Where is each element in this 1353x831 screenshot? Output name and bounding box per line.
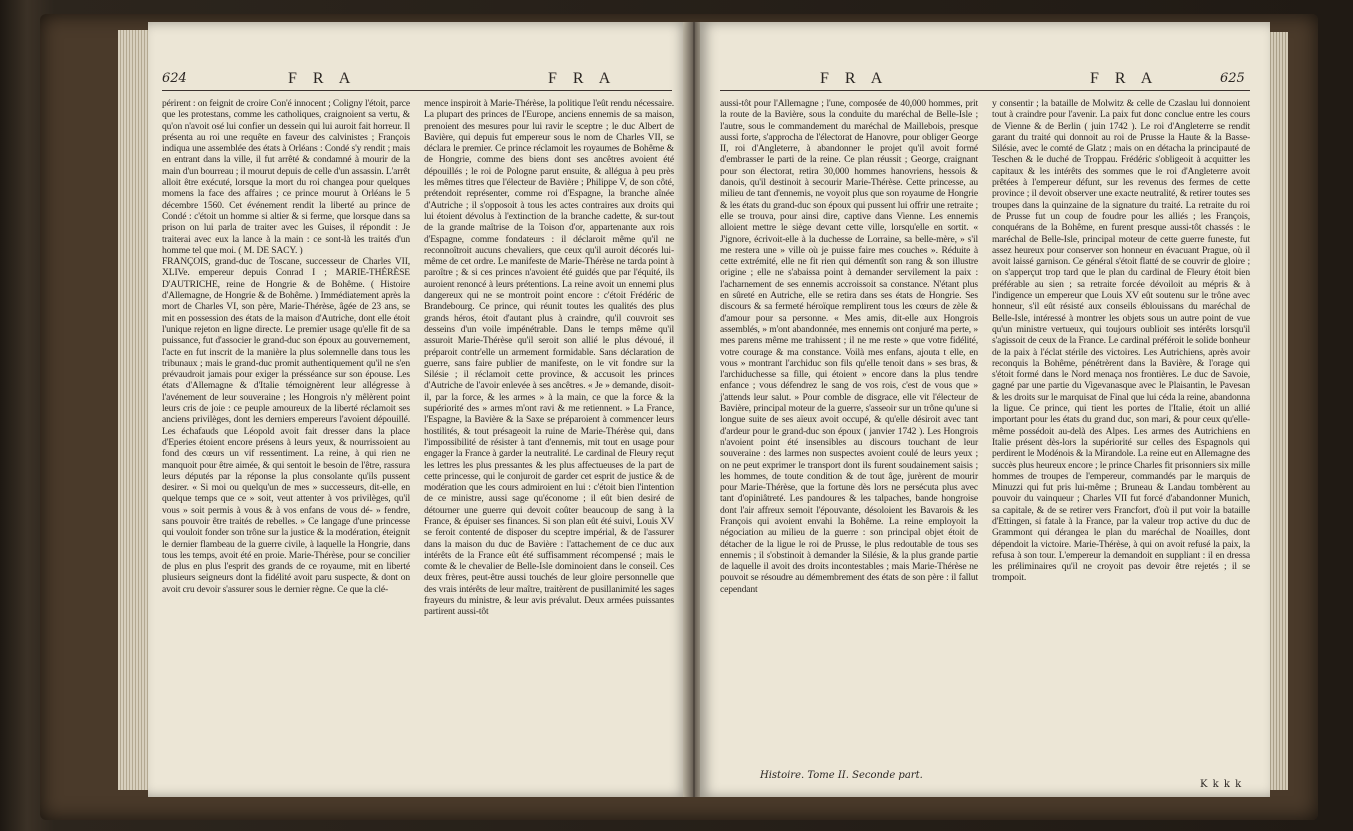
page-footer: Histoire. Tome II. Seconde part. [760, 770, 923, 781]
right-page-edges [1268, 32, 1288, 790]
left-page-column-2: mence inspiroit à Marie-Thérèse, la politique l'eût rendu nécessaire. La plupart des princes de l'Europe, anciens ennemis de sa maison, prenoient des mesures pour lui ravir le sceptre ; le duc Albert de Bavière, qui depuis fut empereur sous le nom de Charles VII, se déclara le premier. Ce prince réclamoit les royaumes de Bohême & de Hongrie, comme des biens dont ses ancêtres avoient été dépouillés ; le roi de Pologne parut ensuite, & allégua à peu près les mêmes titres que l'électeur de Bavière ; Philippe V, de son côté, prétendoit représenter, comme roi d'Espagne, la branche aînée d'Autriche ; il s'opposoit à tous les actes contraires aux droits qui lui étoient dévolus à l'extinction de la branche cadette, & sur-tout de la grande maîtrise de la Toison d'or, appartenante aux rois d'Espagne, comme fondateurs : il déclaroit même qu'il ne reconnoîtroit aucuns chevaliers, que ceux qu'il auroit décorés lui-même de cet ordre. Le manifeste de Marie-Thérèse ne tarda point à paroître ; & si ces princes n'avoient été guidés que par l'équité, ils auroient renoncé à leurs prétentions. La reine avoit un ennemi plus dangereux qui ne se montroit point encore : c'étoit Frédéric de Brandebourg. Ce prince, qui réunit toutes les qualités des plus grands héros, étoit d'autant plus à craindre, qu'il couvroit ses desseins d'un voile impénétrable. Dans le temps même qu'il assuroit Marie-Thérèse qu'il seroit son allié le plus dévoué, il préparoit contr'elle un armement formidable. Sans déclaration de guerre, sans faire publier de manifeste, on le vit fondre sur la Silésie ; il réclamoit cette province, & accusoit les princes d'Autriche de l'avoir enlevée à ses ancêtres. « Je » demande, disoit-il, par la force, & les armes » à la main, ce que la force & la supériorité des » armes m'ont ravi & me retiennent. » La France, l'Espagne, la Bavière & la Saxe se préparoient à commencer leurs hostilités, & tout présageoit la ruine de Marie-Thérèse qui, dans l'impossibilité de résister à tant d'ennemis, mit tout en usage pour engager la France à garder la neutralité. Le cardinal de Fleury reçut les lettres les plus pressantes & les plus affectueuses de la part de cette princesse, qui le conjuroit de garder cet esprit de justice & de modération que les cours admiroient en lui : c'étoit bien l'intention de ce ministre, aussi sage qu'économe ; il eût bien desiré de détourner une guerre qui devoit coûter beaucoup de sang à la France, & épuiser ses finances. Si son plan eût été suivi, Louis XV se feroit contenté de disposer du sceptre impérial, & de l'assurer dans la maison du duc de Bavière : l'attachement de ce duc aux intérêts de la France eût été suffisamment récompensé ; mais le comte & le chevalier de Belle-Isle dominoient dans le conseil. Ces deux frères, peut-être aussi touchés de leur gloire personnelle que des vrais intérêts de leur maître, traitèrent de pusillanimité les sages frayeurs du ministre, & leur avis prévalut. Deux armées puissantes partirent aussi-tôt [424, 98, 674, 618]
left-page-column-1: périrent : on feignit de croire Con'é innocent ; Coligny l'étoit, parce que les protestans, comme les catholiques, craignoient sa vertu, & qu'on n'avoit osé lui confier un dessein qui lui auroit fait horreur. Il présenta au roi une requête en faveur des calvinistes ; François indiqua une assemblée des états à Orléans : Condé s'y rendit ; mais en entrant dans la ville, il fut arrêté & condamné à mourir de la main d'un bourreau ; il mourut depuis de celle d'un assassin. L'arrêt alloit être exécuté, lorsque la mort du roi changea pour quelques momens la face des affaires ; ce prince mourut à Orléans le 5 décembre 1560. Cet événement rendit la liberté au prince de Condé : c'étoit un homme si altier & si ferme, que lorsque dans sa prison on lui parla de traiter avec les Guises, il répondit : Je traiterai avec eux la lance à la main : ce sont-là les traités d'un homme tel que moi. ( M. DE SACY. ) FRANÇOIS, grand-duc de Toscane, successeur de Charles VII, XLIVe. empereur depuis Conrad I ; MARIE-THÉRÈSE D'AUTRICHE, reine de Hongrie & de Bohême. ( Histoire d'Allemagne, de Hongrie & de Bohême. ) Immédiatement après la mort de Charles VI, son père, Marie-Thérèse, âgée de 23 ans, se mit en possession des états de la maison d'Autriche, dont elle étoit l'unique rejeton en ligne directe. Le premier usage qu'elle fit de sa puissance, fut d'associer le grand-duc son époux au gouvernement, l'acte en fut inscrit de la manière la plus solemnelle dans tous les tribunaux ; mais le grand-duc promit authentiquement qu'il ne s'en prévaudroit jamais pour exiger la présséance sur son épouse. Les états d'Allemagne & d'Italie témoignèrent leur allégresse à l'avénement de leur souveraine ; les Hongrois n'y mêlèrent point leurs cris de joie : ce peuple amoureux de la liberté réclamoit ses anciens privilèges, dont les derniers empereurs l'avoient dépouillé. Les échafauds que Léopold avoit fait dresser dans la place d'Eperies étoient encore présens à leurs yeux, & nourrissoient au fond des cœurs un vif ressentiment. La reine, à qui rien ne manquoit pour être aimée, & qui sentoit le besoin de l'être, rassura leurs députés par la réponse la plus consolante qu'ils pussent desirer. « Si moi ou quelqu'un de mes » successeurs, dit-elle, en quelque temps que ce » soit, veut attenter à vos privilèges, qu'il vous » soit permis à vous & à vos enfans de vous dé- » fendre, sans pouvoir être traités de rebelles. » Ce langage d'une princesse qui vouloit fonder son trône sur la justice & la modération, éteignit le dernier flambeau de la guerre civile, à laquelle la Hongrie, dans tous les temps, avoit été en proie. Marie-Thérèse, pour se concilier de plus en plus l'esprit des grands de ce royaume, mit en liberté plusieurs seigneurs dont la fidélité avoit paru suspecte, & dont on avoit cru devoir s'assurer sous le dernier règne. Ce que la clé- [162, 98, 410, 595]
left-running-head-left: F R A [288, 70, 357, 87]
left-header-rule [162, 90, 672, 91]
left-page-edges [118, 30, 150, 790]
right-page-number: 625 [1220, 71, 1245, 86]
right-running-head-left: F R A [820, 70, 889, 87]
right-running-head-right: F R A [1090, 70, 1159, 87]
right-page [700, 22, 1270, 797]
right-page-column-1: aussi-tôt pour l'Allemagne ; l'une, composée de 40,000 hommes, prit la route de la Bavière, sous la conduite du maréchal de Belle-Isle ; l'autre, sous le commandement du maréchal de Maillebois, presque aussi forte, s'approcha de l'électorat de Hanovre, pour obliger George II, roi d'Angleterre, à abandonner le projet qu'il avoit formé d'embrasser le parti de la reine. Ce plan réussit ; George, craignant pour son électorat, retira 30,000 hommes hanovriens, hessois & danois, qu'il destinoit à secourir Marie-Thérèse. Cette princesse, au milieu de tant d'ennemis, ne voyoit plus que son royaume de Hongrie & les états du grand-duc son époux qui pussent lui offrir une retraite ; elle se trouva, pour ainsi dire, captive dans Vienne. Les ennemis alloient mettre le siège devant cette ville, lorsqu'elle en sortit. « J'ignore, écrivoit-elle à la duchesse de Lorraine, sa belle-mère, » s'il me restera une » ville où je puisse faire mes couches ». Réduite à cette extrémité, elle ne fit rien qui démentît son rang & son illustre origine ; elle ne s'abaissa point à demander servilement la paix : l'acharnement de ses ennemis accroissoit sa constance. N'étant plus en sûreté en Autriche, elle se retira dans ses états de Hongrie. Ses discours & sa fermeté héroïque remplirent tous les cœurs de zèle & d'amour pour sa personne. « Mes amis, dit-elle aux Hongrois assemblés, » m'ont abandonnée, mes ennemis ont conjuré ma perte, » mes parens même me trahissent ; il ne me reste » que votre fidélité, votre courage & ma constance. Voilà mes enfans, ajouta t elle, en vous » montrant l'archiduc son fils qu'elle tenoit dans » ses bras, & l'archiduchesse sa fille, qui étoient » encore dans la plus tendre enfance ; vous défendrez le sang de vos rois, c'est de vous que » j'attends leur salut. » Pour comble de disgrace, elle vit l'électeur de Bavière, principal moteur de la guerre, s'asseoir sur un trône qu'une si longue suite de ses aïeux avoit occupé, & qu'elle désiroit avec tant d'ardeur pour le grand-duc son époux ( janvier 1742 ). Les Hongrois n'avoient point été insensibles au discours touchant de leur souveraine : des larmes non suspectes avoient coulé de leurs yeux ; on ne peut exprimer le transport dont ils furent soudainement saisis ; les hommes, de toute condition & de tout âge, jurèrent de mourir pour Marie-Thérèse, que la fortune dès lors ne persécuta plus avec tant d'opiniâtreté. Les pandoures & les talpaches, bande hongroise dont l'air affreux semoit l'épouvante, désoloient les Bavarois & les François qui avoient envahi la Bohême. La reine employoit la négociation au milieu de la guerre : son principal objet étoit de détacher de la ligue le roi de Prusse, le plus redoutable de tous ses ennemis ; il s'obstinoit à demander la Silésie, & la plus grande partie de laquelle il avoit des droits incontestables ; mais Marie-Thérèse ne pouvoit se résoudre au démembrement des états de son père : il fallut cependant [720, 98, 978, 595]
left-page [148, 22, 688, 797]
right-page-column-2: y consentir ; la bataille de Molwitz & celle de Czaslau lui donnoient tout à craindre pour l'avenir. La paix fut donc conclue entre les cours de Vienne & de Berlin ( juin 1742 ). Le roi d'Angleterre se rendit garant du traité qui donnoit au roi de Prusse la Haute & la Basse-Silésie, avec le comté de Glatz ; mais on en détacha la principauté de Teschen & le duché de Troppau. Frédéric s'obligeoit à acquitter les capitaux & les intérêts des sommes que le roi d'Angleterre avoit prêtées à l'empereur défunt, sur les revenus des fermes de cette province ; il devoit observer une exacte neutralité, & retirer toutes ses troupes dans la quinzaine de la signature du traité. La retraite du roi de Prusse fut un coup de foudre pour les alliés ; les François, conquérans de la Bohême, en furent presque aussi-tôt chassés : le maréchal de Belle-Isle, principal moteur de cette guerre funeste, fut assez heureux pour conserver son honneur en évacuant Prague, où il avoit laissé garnison. Ce général s'étoit flatté de se couvrir de gloire ; on s'apperçut trop tard que le plan du cardinal de Fleury étoit bien préférable au sien ; sa retraite forcée dévoiloit au mépris & à l'indigence un empereur que Louis XV eût soutenu sur le trône avec honneur, s'il eût résisté aux conseils éblouissans du maréchal de Belle-Isle, intéressé à montrer les objets sous un autre point de vue qu'un ministre vertueux, qui toujours oublioit ses intérêts lorsqu'il s'agissoit de ceux de la France. Le cardinal préféroit le solide bonheur de la paix à l'éclat stérile des victoires. Les Autrichiens, après avoir reconquis la Bohême, pénétrèrent dans la Bavière, & l'orage qui s'étoit formé dans le Nord menaça nos frontières. Le duc de Savoie, gagné par une partie du Vigevanasque avec le Plaisantin, le Pavesan & les droits sur le marquisat de Final que lui céda la reine, abandonna la ligue. Ce prince, qui tient les portes de l'Italie, étoit un allié important pour les états du grand duc, son mari, & pour ceux qu'elle-même possédoit au-delà des Alpes. Les armes des Autrichiens en Italie présent dès-lors la supériorité sur celles des Espagnols qui perdirent le Modénois & la Mirandole. La reine eut en Allemagne des succès plus heureux encore ; le prince Charles fit prisonniers six mille hommes de troupes de l'empereur, commandés par le marquis de Minuzzi qui fut pris lui-même ; Bruneau & Landau tombèrent au pouvoir du vainqueur ; Charles VII fut forcé d'abandonner Munich, sa capitale, & de se retirer vers Francfort, d'où il put voir la bataille d'Ettingen, si fatale à la France, par la valeur trop active du duc de Grammont qui dérangea le plan du maréchal de Noailles, dont dépendoit la victoire. Marie-Thérèse, à qui on avoit refusé la paix, la refusa à son tour. L'empereur la demandoit en suppliant : il en dressa les préliminaires qu'il ne croyoit pas devoir être rejetés ; il se trompoit. [992, 98, 1251, 584]
signature-mark: K k k k [1200, 779, 1243, 790]
left-running-head-right: F R A [548, 70, 617, 87]
right-header-rule [720, 90, 1250, 91]
left-page-number: 624 [162, 71, 187, 86]
